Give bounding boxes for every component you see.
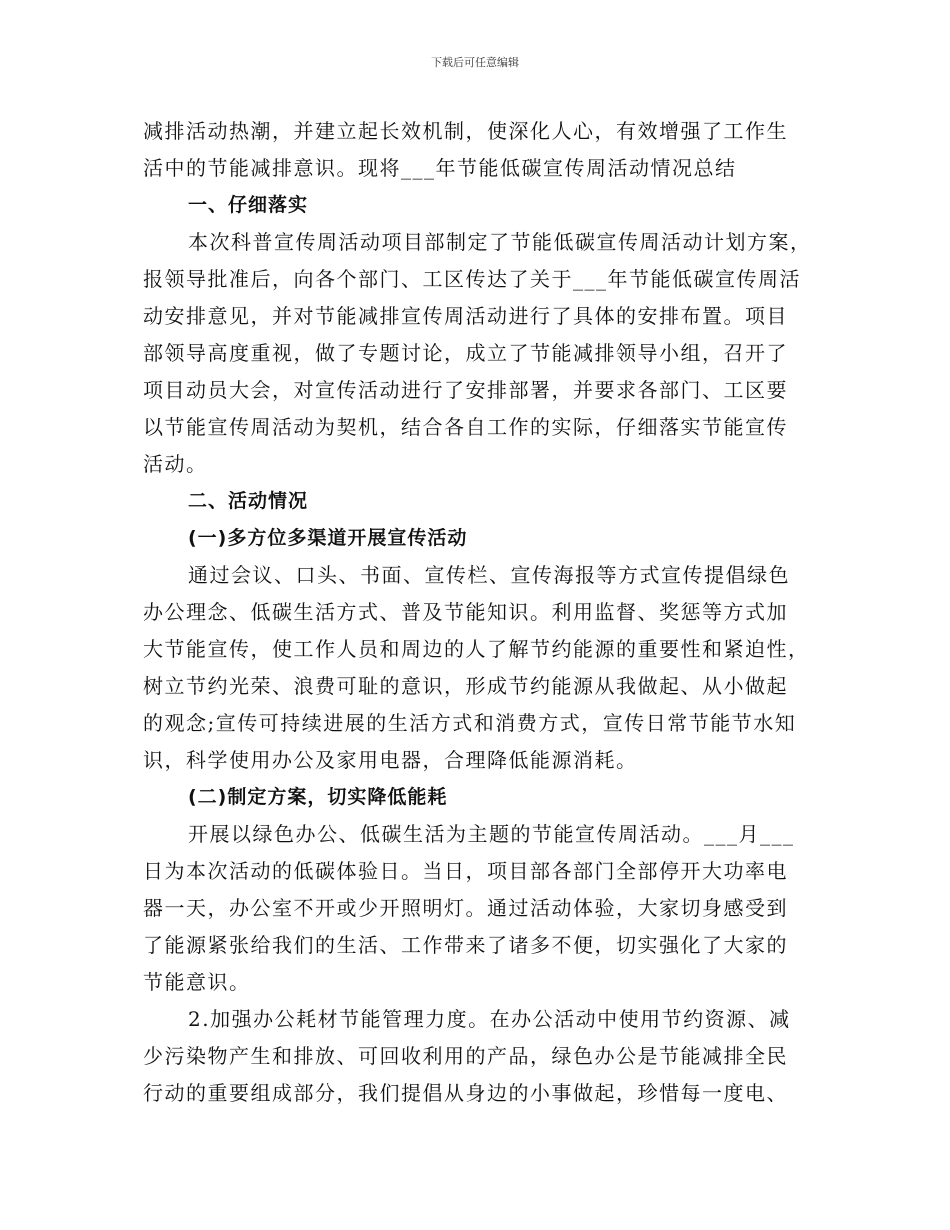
paragraph-line: 少污染物产生和排放、可回收利用的产品，绿色办公是节能减排全民 — [143, 1044, 788, 1068]
document-body — [143, 113, 823, 1112]
paragraph-line: 识，科学使用办公及家用电器，合理降低能源消耗。 — [143, 748, 638, 772]
paragraph-line: 2.加强办公耗材节能管理力度。在办公活动中使用节约资源、减 — [188, 1007, 791, 1031]
header-note: 下载后可任意编辑 — [431, 56, 519, 69]
paragraph-line: 行动的重要组成部分，我们提倡从身边的小事做起，珍惜每一度电、 — [143, 1081, 788, 1105]
paragraph-line: 办公理念、低碳生活方式、普及节能知识。利用监督、奖惩等方式加 — [143, 600, 788, 624]
paragraph-line: 开展以绿色办公、低碳生活为主题的节能宣传周活动。___月___ — [188, 822, 795, 846]
paragraph-line: 节能意识。 — [143, 970, 251, 994]
paragraph-line: 活动。 — [143, 452, 208, 476]
paragraph-line: 以节能宣传周活动为契机，结合各自工作的实际，仔细落实节能宣传 — [143, 415, 788, 439]
paragraph-line: 本次科普宣传周活动项目部制定了节能低碳宣传周活动计划方案， — [188, 230, 812, 254]
section-heading-1: 一、仔细落实 — [188, 194, 309, 216]
paragraph-line: 通过会议、口头、书面、宣传栏、宣传海报等方式宣传提倡绿色 — [188, 563, 790, 587]
paragraph-line: 了能源紧张给我们的生活、工作带来了诸多不便，切实强化了大家的 — [143, 933, 788, 957]
paragraph-line: 活中的节能减排意识。现将___年节能低碳宣传周活动情况总结 — [143, 156, 737, 180]
paragraph-line: 器一天，办公室不开或少开照明灯。通过活动体验，大家切身感受到 — [143, 896, 788, 920]
paragraph-line: 的观念;宣传可持续进展的生活方式和消费方式，宣传日常节能节水知 — [143, 711, 797, 735]
subsection-heading-1: (一)多方位多渠道开展宣传活动 — [188, 527, 468, 549]
paragraph-line: 大节能宣传，使工作人员和周边的人了解节约能源的重要性和紧迫性， — [143, 637, 810, 661]
paragraph-line: 动安排意见，并对节能减排宣传周活动进行了具体的安排布置。项目 — [143, 304, 788, 328]
paragraph-line: 报领导批准后，向各个部门、工区传达了关于___年节能低碳宣传周活 — [143, 267, 801, 291]
section-heading-2: 二、活动情况 — [188, 490, 309, 512]
paragraph-line: 项目动员大会，对宣传活动进行了安排部署，并要求各部门、工区要 — [143, 378, 788, 402]
subsection-heading-2: (二)制定方案，切实降低能耗 — [188, 786, 448, 808]
paragraph-line: 减排活动热潮，并建立起长效机制，使深化人心，有效增强了工作生 — [143, 119, 788, 143]
paragraph-line: 部领导高度重视，做了专题讨论，成立了节能减排领导小组，召开了 — [143, 341, 788, 365]
paragraph-line: 日为本次活动的低碳体验日。当日，项目部各部门全部停开大功率电 — [143, 859, 788, 883]
paragraph-line: 树立节约光荣、浪费可耻的意识，形成节约能源从我做起、从小做起 — [143, 674, 788, 698]
